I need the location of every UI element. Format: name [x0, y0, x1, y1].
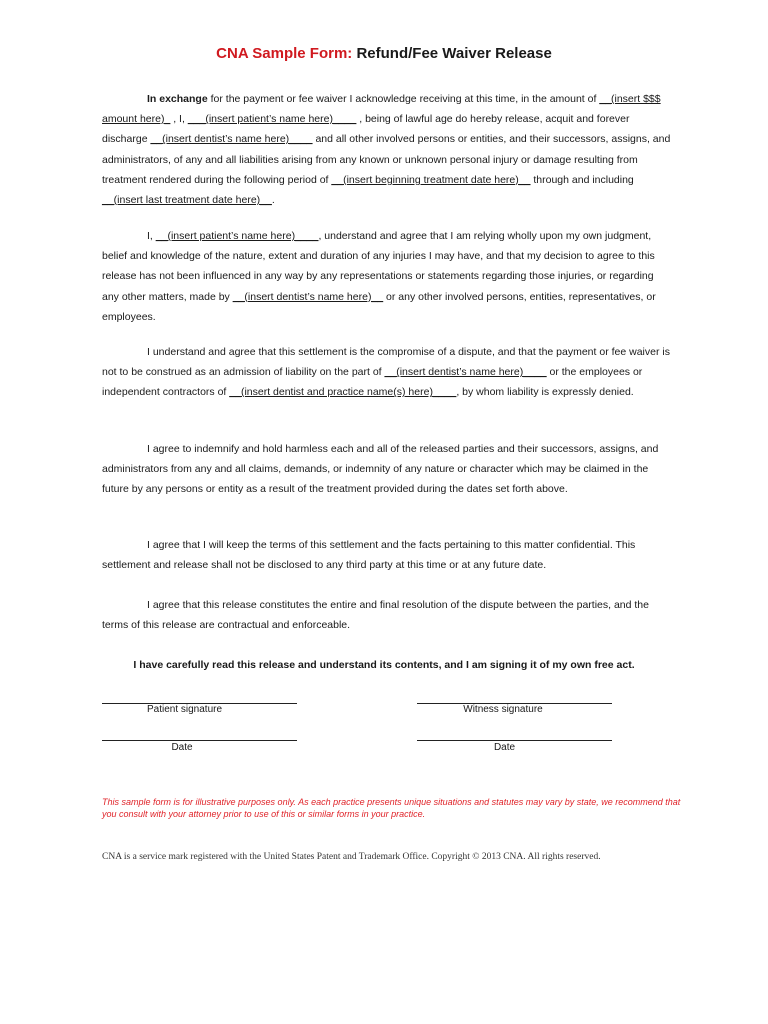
disclaimer: This sample form is for illustrative purposes only. As each practice presents unique situations and statutes may vary by state, we recommend that you consult with your attorney prior to use of this or similar forms in your practice. — [102, 797, 681, 819]
field-dentist-name: __(insert dentist’s name here)__ — [232, 290, 384, 303]
text: I understand and agree that this settlement is the compromise of a dispute, and that the payment or fee waiver is not to be construed as an admission of liability on the part of — [102, 346, 670, 379]
title-prefix: CNA Sample Form: — [216, 45, 353, 62]
text: I, — [147, 230, 156, 242]
title-main: Refund/Fee Waiver Release — [356, 45, 552, 62]
paragraph-confidential — [102, 535, 672, 575]
paragraph-compromise — [102, 342, 672, 403]
text: I agree that this release constitutes the entire and final resolution of the dispute between the parties, and the terms of this release are contractual and enforceable. — [102, 599, 649, 632]
text: I agree to indemnify and hold harmless each and all of the released parties and their successors, assigns, and administrators from any and all claims, demands, or indemnity of any nature or character which may be claimed in the future by any persons or entity as a result of the treatment provided during the dates set forth above. — [102, 443, 659, 496]
field-last-date: __(insert last treatment date here)__ — [102, 194, 272, 207]
paragraph-indemnify — [102, 439, 672, 500]
lead-text: In exchange — [147, 93, 208, 105]
copyright-footer: CNA is a service mark registered with the United States Patent and Trademark Office. Copyright © 2013 CNA. All rights reserved. — [102, 852, 601, 862]
page-title — [0, 45, 768, 62]
field-dentist-name: __(insert dentist’s name here)____ — [384, 366, 547, 379]
field-practice-name: __(insert dentist and practice name(s) here)____ — [229, 386, 457, 399]
text: , I, — [170, 113, 188, 126]
patient-date-line[interactable] — [102, 740, 297, 741]
paragraph-final-resolution — [102, 595, 672, 635]
text: or the employees or independent contractors of — [102, 366, 643, 399]
field-dentist-name: __(insert dentist’s name here)____ — [150, 133, 313, 146]
text: through and including — [530, 173, 634, 186]
patient-date-label: Date — [171, 742, 193, 753]
text: and all other involved persons or entities, and their successors, assigns, and administrators, of any and all liabilities arising from any known or unknown personal injury or damage resulting from treatment rendered during the following period of — [102, 133, 671, 186]
paragraph-reliance — [102, 226, 672, 327]
text: for the payment or fee waiver I acknowledge receiving at this time, in the amount of — [207, 93, 600, 105]
field-patient-name: ___(insert patient’s name here)____ — [187, 113, 357, 126]
witness-date-line[interactable] — [417, 740, 612, 741]
text: I agree that I will keep the terms of this settlement and the facts pertaining to this matter confidential. This settlement and release shall not be disclosed to any third party at this time or at any future date. — [102, 539, 636, 572]
text: , by whom liability is expressly denied. — [456, 386, 634, 399]
text: . — [271, 194, 275, 207]
witness-date-label: Date — [493, 742, 516, 753]
text: , being of lawful age do hereby release, acquit and forever discharge — [102, 113, 630, 146]
field-amount: __(insert $$$ amount here)_ — [102, 93, 661, 126]
text: or any other involved persons, entities, representatives, or employees. — [102, 290, 656, 323]
paragraph-exchange — [102, 89, 672, 210]
field-patient-name: __(insert patient’s name here)____ — [155, 230, 319, 242]
text: , understand and agree that I am relying wholly upon my own judgment, belief and knowledge of the nature, extent and duration of any injuries I may have, and that my decision to agree to this release has not been influenced in any way by any representations or statements regarding those injuries, or regarding any other matters, made by — [102, 230, 655, 303]
field-beginning-date: __(insert beginning treatment date here)__ — [331, 173, 531, 186]
witness-signature-label: Witness signature — [463, 704, 543, 715]
patient-signature-label: Patient signature — [146, 704, 223, 715]
acknowledgement: I have carefully read this release and understand its contents, and I am signing it of my own free act. — [133, 659, 635, 671]
